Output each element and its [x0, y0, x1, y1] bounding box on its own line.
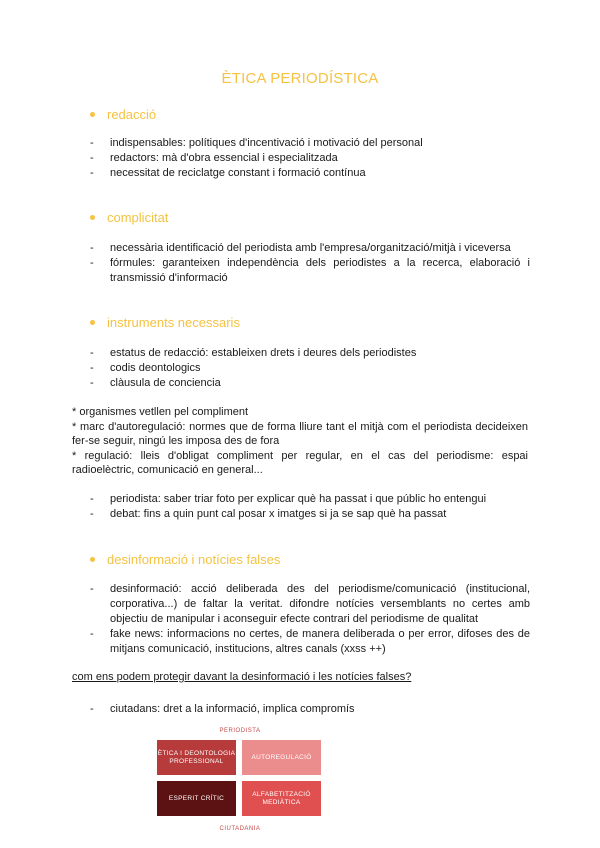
- bullet-dot-icon: [90, 112, 95, 117]
- note-line: * marc d'autoregulació: normes que de forma lliure tant el mitjà com el periodista decideixen fer-se seguir, ningú les imposa des de fora: [72, 420, 528, 447]
- note-line: * organismes vetllen pel compliment: [72, 406, 249, 418]
- list-citizens: [90, 702, 530, 717]
- list-item: - codis deontologics: [90, 361, 530, 376]
- list-item: - fórmules: garanteixen independència dels periodistes a la recerca, elaboració i transmissió d'informació: [90, 256, 530, 286]
- section-heading-redaccio: [90, 107, 156, 122]
- notes-block: [72, 405, 528, 478]
- diagram-cell-autoregulacio: AUTOREGULACIÓ: [242, 740, 321, 775]
- list-item: - desinformació: acció deliberada des del periodisme/comunicació (institucional, corporativa...) de faltar la veritat. difondre notícies versemblants no certes amb objectiu de manipular i aconseguir efecte contrari del periodisme de qualitat: [90, 582, 530, 627]
- list-item: - fake news: informacions no certes, de manera deliberada o per error, difoses des de mitjans comunicació, institucions, altres canals (xxss ++): [90, 627, 530, 657]
- question-heading: com ens podem protegir davant la desinformació i les notícies falses?: [72, 671, 412, 683]
- list-item: - clàusula de conciencia: [90, 376, 530, 391]
- diagram-bottom-label: CIUTADANIA: [219, 826, 261, 832]
- section-heading-text: desinformació i notícies falses: [107, 552, 281, 567]
- note-line: * regulació: lleis d'obligat compliment per regular, en el cas del periodisme: espai radioelèctric, comunicació en general...: [72, 449, 528, 476]
- list-item: - redactors: mà d'obra essencial i especialitzada: [90, 151, 530, 166]
- list-desinformacio: [90, 582, 530, 657]
- list-instruments: [90, 346, 530, 391]
- diagram-cell-etica: ÈTICA I DEONTOLOGIA PROFESSIONAL: [157, 740, 236, 775]
- section-heading-text: complicitat: [107, 210, 169, 225]
- section-heading-desinformacio: [90, 552, 280, 567]
- bullet-dot-icon: [90, 557, 95, 562]
- section-heading-complicitat: [90, 210, 168, 225]
- section-heading-text: instruments necessaris: [107, 315, 240, 330]
- section-heading-text: redacció: [107, 107, 157, 122]
- diagram-cell-alfabetitzacio: ALFABETITZACIÓ MEDIÀTICA: [242, 781, 321, 816]
- diagram-top-label: PERIODISTA: [219, 728, 261, 734]
- list-item: - periodista: saber triar foto per explicar què ha passat i que públic ho entengui: [90, 492, 530, 507]
- section-heading-instruments: [90, 315, 240, 330]
- list-redaccio: [90, 136, 530, 181]
- list-regulation-examples: [90, 492, 530, 522]
- diagram-cell-esperit-critic: ESPERIT CRÍTIC: [157, 781, 236, 816]
- list-item: - indispensables: polítiques d'incentivació i motivació del personal: [90, 136, 530, 151]
- list-item: - ciutadans: dret a la informació, implica compromís: [90, 702, 530, 717]
- list-complicitat: [90, 241, 530, 286]
- list-item: - necessitat de reciclatge constant i formació contínua: [90, 166, 530, 181]
- list-item: - estatus de redacció: estableixen drets i deures dels periodistes: [90, 346, 530, 361]
- page-title: ÈTICA PERIODÍSTICA: [221, 70, 379, 87]
- responsibility-matrix-diagram: [150, 728, 330, 838]
- list-item: - necessària identificació del periodista amb l'empresa/organització/mitjà i viceversa: [90, 241, 530, 256]
- list-item: - debat: fins a quin punt cal posar x imatges si ja se sap què ha passat: [90, 507, 530, 522]
- bullet-dot-icon: [90, 215, 95, 220]
- bullet-dot-icon: [90, 320, 95, 325]
